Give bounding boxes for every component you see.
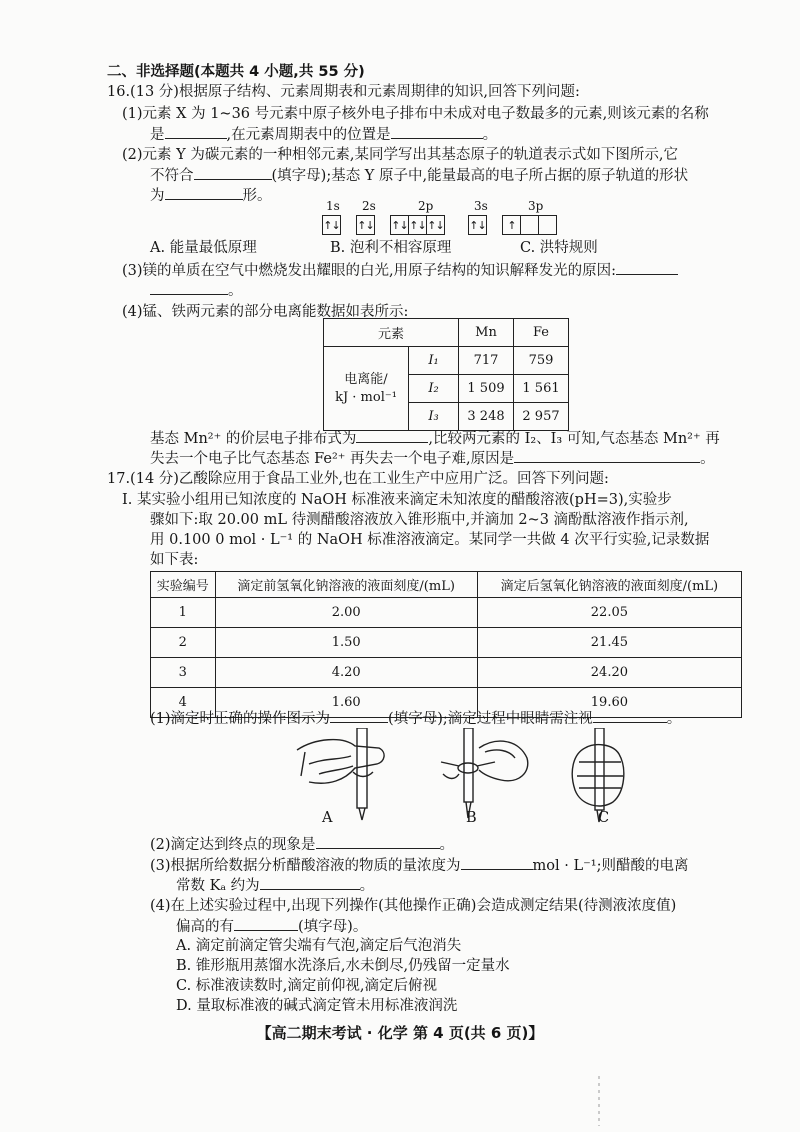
titration-data-table: [150, 571, 742, 718]
q17-part3-line1: [150, 855, 688, 876]
orbital-diagram: [318, 199, 578, 239]
table-cell: 2.00: [215, 598, 477, 628]
q16-p2-text-a: 不符合: [150, 168, 194, 184]
figure-b-stopcock-grip: [441, 728, 528, 818]
table-cell: 1 509: [459, 375, 514, 403]
q16-part1-line2: [150, 124, 497, 145]
label-3s: 3s: [474, 199, 488, 213]
q16-p3-text: (3)镁的单质在空气中燃烧发出耀眼的白光,用原子结构的知识解释发光的原因:: [122, 263, 617, 279]
answer-blank[interactable]: [316, 834, 440, 849]
q17-p3-text-b: mol · L⁻¹;则醋酸的电离: [532, 858, 689, 874]
orbital-box-3p: [538, 215, 557, 235]
answer-blank[interactable]: [391, 124, 483, 139]
table-cell: 1: [151, 598, 216, 628]
q16-part3-line1: [122, 260, 678, 281]
q17-intro-line1: Ⅰ. 某实验小组用已知浓度的 NaOH 标准液来滴定未知浓度的醋酸溶液(pH=3),实验步: [122, 492, 672, 508]
table-cell: I₁: [409, 347, 459, 375]
answer-blank[interactable]: [514, 448, 700, 463]
q17-p3-text-c: 常数 Kₐ 约为: [176, 878, 260, 894]
q16-part2-line2: [150, 165, 688, 186]
q17-p1-text-c: 。: [666, 711, 682, 727]
table-cell: 24.20: [477, 658, 741, 688]
table-cell: 2: [151, 628, 216, 658]
table-cell: 3: [151, 658, 216, 688]
label-1s: 1s: [326, 199, 340, 213]
q17-intro-line3: 用 0.100 0 mol · L⁻¹ 的 NaOH 标准溶液滴定。某同学一共做 4 次平行实验,记录数据: [150, 532, 710, 548]
table-cell: 4: [151, 688, 216, 718]
orbital-box-2s: ↑↓: [356, 215, 375, 235]
binding-marks: [596, 1076, 602, 1126]
q16-part4-line1: (4)锰、铁两元素的部分电离能数据如表所示:: [122, 304, 409, 320]
q16-p1-text-a: 是: [150, 127, 165, 143]
q16-p4-text-b: ,比较两元素的 I₂、I₃ 可知,气态基态 Mn²⁺ 再: [428, 431, 720, 447]
orbital-box-3p: ↑: [502, 215, 521, 235]
table-header: 元素: [324, 319, 459, 347]
q17-p4-text-a: 偏高的有: [176, 919, 234, 935]
q16-p3-end: 。: [228, 283, 243, 299]
q16-p2-text-c: 为: [150, 188, 165, 204]
orbital-box-1s: ↑↓: [322, 215, 341, 235]
option-c: C. 洪特规则: [520, 240, 598, 256]
q16-part2-line1: (2)元素 Y 为碳元素的一种相邻元素,某同学写出其基态原子的轨道表示式如下图所示,它: [122, 147, 679, 163]
q16-part4-line2: [150, 428, 720, 449]
answer-blank[interactable]: [194, 165, 272, 180]
q17-part2-line: [150, 834, 454, 855]
answer-blank[interactable]: [234, 916, 298, 931]
answer-blank[interactable]: [165, 124, 227, 139]
column-header: 滴定前氢氧化钠溶液的液面刻度/(mL): [215, 572, 477, 598]
orbital-box-2p: ↑↓: [390, 215, 409, 235]
row-label-line1: 电离能/: [344, 371, 388, 387]
table-row: [151, 598, 742, 628]
q16-part4-line3: [150, 448, 715, 469]
column-header: 实验编号: [151, 572, 216, 598]
table-cell: 19.60: [477, 688, 741, 718]
q17-intro-line4: 如下表:: [150, 552, 199, 568]
orbital-box-3s: ↑↓: [468, 215, 487, 235]
page-footer: 【高二期末考试 · 化学 第 4 页(共 6 页)】: [256, 1024, 544, 1042]
orbital-box-2p: ↑↓: [426, 215, 445, 235]
q16-p2-text-b: (填字母);基态 Y 原子中,能量最高的电子所占据的原子轨道的形状: [271, 168, 689, 184]
q16-p4-text-a: 基态 Mn²⁺ 的价层电子排布式为: [150, 431, 357, 447]
table-cell: I₂: [409, 375, 459, 403]
table-cell: 1 561: [514, 375, 569, 403]
q16-part1-line1: (1)元素 X 为 1~36 号元素中原子核外电子排布中未成对电子数最多的元素,则该元素的名称: [122, 106, 709, 122]
option-b: B. 泡利不相容原理: [330, 240, 452, 256]
table-cell: 1.60: [215, 688, 477, 718]
table-cell: I₃: [409, 403, 459, 431]
table-cell: 21.45: [477, 628, 741, 658]
q17-p3-text-a: (3)根据所给数据分析醋酸溶液的物质的量浓度为: [150, 858, 461, 874]
label-2p: 2p: [418, 199, 434, 213]
q16-stem: 16.(13 分)根据原子结构、元素周期表和元素周期律的知识,回答下列问题:: [107, 84, 580, 100]
q17-p3-end: 。: [359, 878, 375, 894]
q16-part3-line2: [150, 280, 243, 301]
option-a: A. 能量最低原理: [150, 240, 257, 256]
answer-blank[interactable]: [260, 875, 360, 890]
q17-p4-text-b: (填字母)。: [298, 919, 368, 935]
table-cell: 2 957: [514, 403, 569, 431]
q17-part4-line2: [176, 916, 367, 937]
label-2s: 2s: [362, 199, 376, 213]
figure-a-hand-on-burette: [297, 728, 384, 820]
table-cell: 22.05: [477, 598, 741, 628]
table-row: [151, 658, 742, 688]
q17-option-a: A. 滴定前滴定管尖端有气泡,滴定后气泡消失: [176, 938, 462, 954]
orbital-box-3p: [520, 215, 539, 235]
table-header: Mn: [459, 319, 514, 347]
q16-p1-text-b: ,在元素周期表中的位置是: [226, 127, 391, 143]
answer-blank[interactable]: [165, 185, 243, 200]
q17-p1-text-b: (填字母);滴定过程中眼睛需注视: [388, 711, 593, 727]
answer-blank[interactable]: [616, 260, 678, 275]
q17-part1-line: [150, 708, 681, 729]
ionization-energy-table: [323, 318, 569, 431]
answer-blank[interactable]: [150, 280, 228, 295]
q17-option-d: D. 量取标准液的碱式滴定管未用标准液润洗: [176, 998, 458, 1014]
q17-stem: 17.(14 分)乙酸除应用于食品工业外,也在工业生产中应用广泛。回答下列问题:: [107, 471, 609, 487]
row-label: [324, 347, 409, 431]
q16-p4-text-d: 。: [700, 451, 715, 467]
table-header: Fe: [514, 319, 569, 347]
q17-intro-line2: 骤如下:取 20.00 mL 待测醋酸溶液放入锥形瓶中,并滴加 2~3 滴酚酞溶液作指示剂,: [150, 512, 689, 528]
table-cell: 3 248: [459, 403, 514, 431]
q17-part3-line2: [176, 875, 374, 896]
answer-blank[interactable]: [356, 428, 428, 443]
row-label-line2: kJ · mol⁻¹: [335, 389, 397, 405]
q16-part2-line3: [150, 185, 272, 206]
q17-p2-text: (2)滴定达到终点的现象是: [150, 837, 316, 853]
q17-p1-text-a: (1)滴定时正确的操作图示为: [150, 711, 331, 727]
q17-option-b: B. 锥形瓶用蒸馏水洗涤后,水未倒尽,仍残留一定量水: [176, 958, 510, 974]
table-cell: 4.20: [215, 658, 477, 688]
figure-label-a: A: [322, 810, 333, 826]
q17-p2-end: 。: [439, 837, 455, 853]
column-header: 滴定后氢氧化钠溶液的液面刻度/(mL): [477, 572, 741, 598]
orbital-box-2p: ↑↓: [408, 215, 427, 235]
answer-blank[interactable]: [330, 708, 388, 723]
q16-p2-text-d: 形。: [242, 188, 272, 204]
label-3p: 3p: [528, 199, 544, 213]
q17-option-c: C. 标准液读数时,滴定前仰视,滴定后俯视: [176, 978, 438, 994]
answer-blank[interactable]: [461, 855, 533, 870]
table-cell: 1.50: [215, 628, 477, 658]
q16-p4-text-c: 失去一个电子比气态基态 Fe²⁺ 再失去一个电子难,原因是: [150, 451, 515, 467]
section-title: 二、非选择题(本题共 4 小题,共 55 分): [107, 64, 365, 80]
answer-blank[interactable]: [593, 708, 667, 723]
figure-label-c: C: [598, 810, 610, 826]
table-row: [151, 628, 742, 658]
q16-p1-text-c: 。: [482, 127, 498, 143]
table-cell: 759: [514, 347, 569, 375]
table-cell: 717: [459, 347, 514, 375]
figure-label-b: B: [466, 810, 477, 826]
q17-part4-line1: (4)在上述实验过程中,出现下列操作(其他操作正确)会造成测定结果(待测液浓度值): [150, 898, 677, 914]
